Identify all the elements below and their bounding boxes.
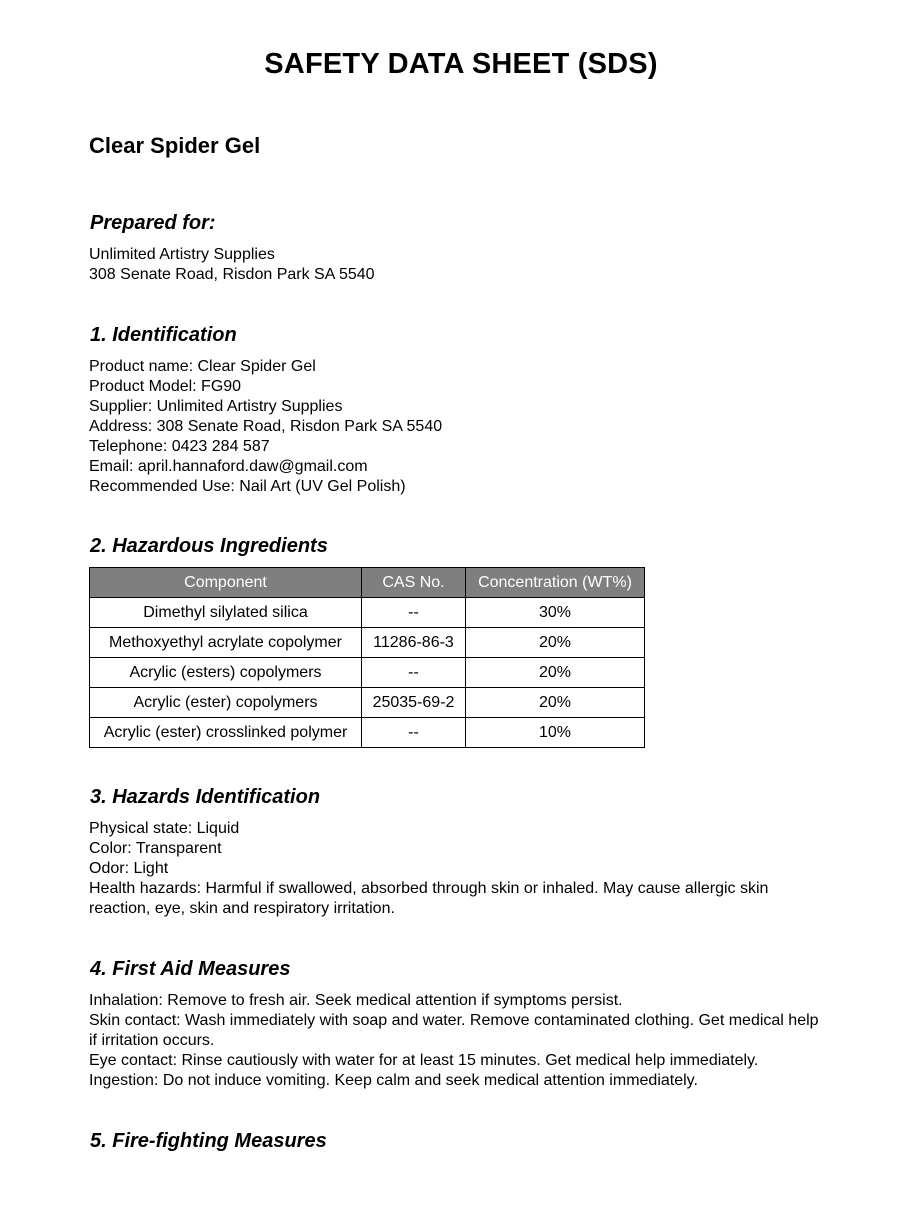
cell-cas-no: 25035-69-2 xyxy=(362,688,466,718)
cell-concentration: 20% xyxy=(466,688,645,718)
first-aid-block xyxy=(89,991,819,1091)
telephone-line: Telephone: 0423 284 587 xyxy=(89,438,270,455)
cell-component: Acrylic (esters) copolymers xyxy=(90,658,362,688)
eye-contact-line: Eye contact: Rinse cautiously with water for at least 15 minutes. Get medical help immediately. xyxy=(89,1052,759,1069)
cell-concentration: 20% xyxy=(466,628,645,658)
prepared-for-company: Unlimited Artistry Supplies xyxy=(89,246,275,263)
product-model-line: Product Model: FG90 xyxy=(89,378,242,395)
prepared-for-heading: Prepared for: xyxy=(90,212,216,234)
header-concentration: Concentration (WT%) xyxy=(466,568,645,598)
cell-concentration: 10% xyxy=(466,718,645,748)
table-row xyxy=(90,658,645,688)
product-title: Clear Spider Gel xyxy=(89,133,261,158)
cell-cas-no: 11286-86-3 xyxy=(362,628,466,658)
cell-component: Acrylic (ester) crosslinked polymer xyxy=(90,718,362,748)
cell-concentration: 20% xyxy=(466,658,645,688)
ingredients-table xyxy=(89,567,645,748)
table-row xyxy=(90,688,645,718)
table-row xyxy=(90,628,645,658)
email-line: Email: april.hannaford.daw@gmail.com xyxy=(89,458,368,475)
cell-component: Methoxyethyl acrylate copolymer xyxy=(90,628,362,658)
skin-contact-line: Skin contact: Wash immediately with soap and water. Remove contaminated clothing. Get medical help if irritation occurs. xyxy=(89,1012,819,1049)
table-header-row xyxy=(90,568,645,598)
prepared-for-block xyxy=(89,245,375,285)
table-row xyxy=(90,718,645,748)
section-1-heading: 1. Identification xyxy=(90,324,237,346)
section-5-heading: 5. Fire-fighting Measures xyxy=(90,1130,327,1152)
health-hazards-line: Health hazards: Harmful if swallowed, absorbed through skin or inhaled. May cause allergic skin reaction, eye, skin and respiratory irritation. xyxy=(89,880,769,917)
ingestion-line: Ingestion: Do not induce vomiting. Keep calm and seek medical attention immediately. xyxy=(89,1072,698,1089)
table-row xyxy=(90,598,645,628)
product-name-line: Product name: Clear Spider Gel xyxy=(89,358,316,375)
header-component: Component xyxy=(90,568,362,598)
identification-block xyxy=(89,357,442,497)
inhalation-line: Inhalation: Remove to fresh air. Seek medical attention if symptoms persist. xyxy=(89,992,623,1009)
section-3-heading: 3. Hazards Identification xyxy=(90,786,321,808)
cell-cas-no: -- xyxy=(362,658,466,688)
prepared-for-address: 308 Senate Road, Risdon Park SA 5540 xyxy=(89,266,375,283)
header-cas-no: CAS No. xyxy=(362,568,466,598)
odor-line: Odor: Light xyxy=(89,860,169,877)
address-line: Address: 308 Senate Road, Risdon Park SA 5540 xyxy=(89,418,443,435)
supplier-line: Supplier: Unlimited Artistry Supplies xyxy=(89,398,343,415)
cell-cas-no: -- xyxy=(362,718,466,748)
cell-component: Dimethyl silylated silica xyxy=(90,598,362,628)
section-2-heading: 2. Hazardous Ingredients xyxy=(90,535,328,557)
hazards-block xyxy=(89,819,819,919)
recommended-use-line: Recommended Use: Nail Art (UV Gel Polish) xyxy=(89,478,406,495)
section-4-heading: 4. First Aid Measures xyxy=(90,958,291,980)
cell-concentration: 30% xyxy=(466,598,645,628)
document-title: SAFETY DATA SHEET (SDS) xyxy=(264,48,658,80)
physical-state-line: Physical state: Liquid xyxy=(89,820,240,837)
color-line: Color: Transparent xyxy=(89,840,222,857)
cell-cas-no: -- xyxy=(362,598,466,628)
cell-component: Acrylic (ester) copolymers xyxy=(90,688,362,718)
